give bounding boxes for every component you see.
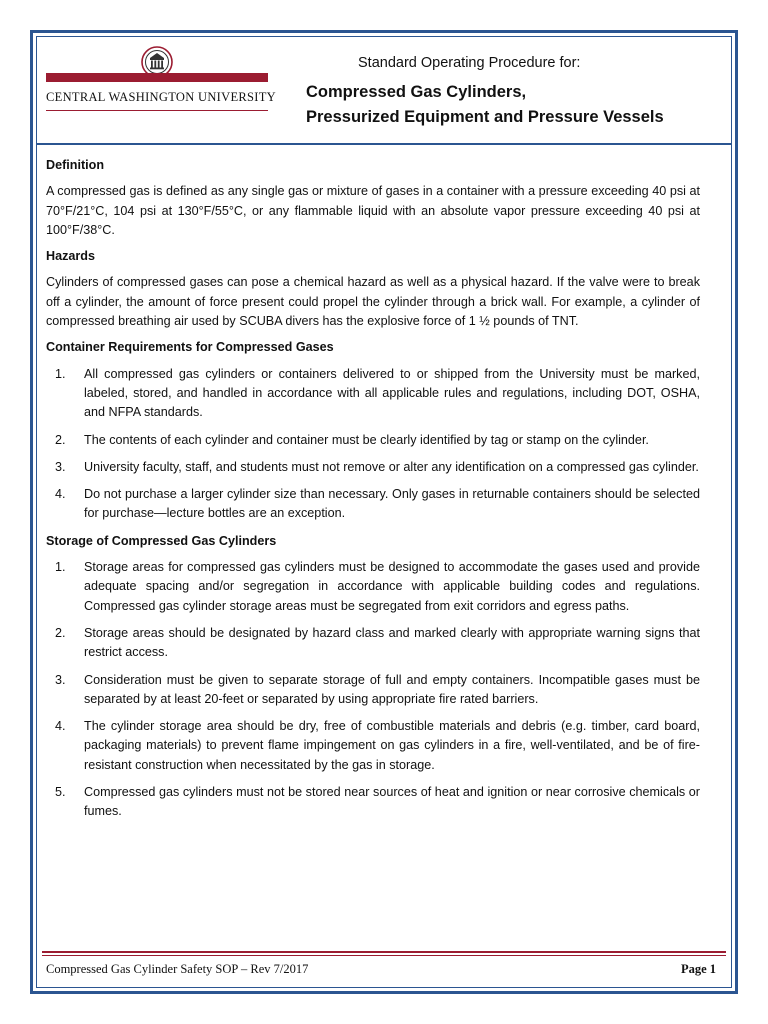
document-title — [306, 80, 664, 130]
definition-text: A compressed gas is defined as any single gas or mixture of gases in a container with a pressure exceeding 40 psi at 70°F/21°C, 104 psi at 130°F/55°C, or any flammable liquid with an absolute vapor pressure exceeding 40 psi at 100°F/38°C. — [46, 184, 700, 237]
logo-crimson-bar — [46, 73, 268, 82]
page-number: Page 1 — [680, 962, 716, 976]
list-item — [46, 671, 700, 710]
university-name: CENTRAL WASHINGTON UNIVERSITY — [46, 90, 276, 104]
definition-heading: Definition — [46, 158, 105, 172]
sop-label: Standard Operating Procedure for: — [358, 55, 581, 71]
footer-divider — [42, 951, 726, 953]
item-text: All compressed gas cylinders or containers delivered to or shipped from the University must be marked, labeled, stored, and handled in accordance with all applicable rules and regulations, including DOT, OSHA, and NFPA standards. — [84, 366, 700, 420]
list-item — [46, 717, 700, 775]
footer-document-id: Compressed Gas Cylinder Safety SOP – Rev 7/2017 — [46, 962, 309, 976]
item-text: Storage areas should be designated by hazard class and marked clearly with appropriate warning signs that restrict access. — [84, 625, 700, 660]
list-item — [46, 458, 700, 477]
list-item — [46, 558, 700, 616]
item-number: 2. — [55, 625, 66, 640]
item-number: 5. — [55, 785, 66, 800]
title-line-2: Pressurized Equipment and Pressure Vessels — [306, 108, 664, 126]
item-text: Do not purchase a larger cylinder size than necessary. Only gases in returnable containers should be selected for purchase—lecture bottles are an exception. — [84, 487, 700, 521]
footer-divider-thin — [42, 955, 726, 956]
item-text: Consideration must be given to separate storage of full and empty containers. Incompatible gases must be separated by at least 20-feet or separated by using appropriate fire rated barriers. — [84, 672, 700, 706]
item-number: 3. — [55, 459, 66, 474]
hazards-heading: Hazards — [46, 249, 95, 264]
storage-heading: Storage of Compressed Gas Cylinders — [46, 533, 277, 548]
list-item — [46, 365, 700, 423]
container-list — [46, 365, 700, 524]
item-number: 4. — [55, 487, 66, 502]
list-item — [46, 485, 700, 524]
university-logo — [46, 46, 276, 116]
header-divider — [37, 143, 731, 145]
item-text: University faculty, staff, and students must not remove or alter any identification on a compressed gas cylinder. — [84, 459, 699, 474]
item-number: 1. — [55, 366, 66, 381]
storage-list — [46, 558, 700, 822]
item-number: 4. — [55, 719, 66, 734]
title-line-1: Compressed Gas Cylinders, — [306, 83, 527, 101]
item-text: The contents of each cylinder and container must be clearly identified by tag or stamp on the cylinder. — [84, 432, 649, 447]
hazards-text: Cylinders of compressed gases can pose a chemical hazard as well as a physical hazard. If the valve were to break off a cylinder, the amount of force present could propel the cylinder through a brick wall. For example, a cylinder of compressed breathing air used by SCUBA divers has the explosive force of 1 ½ pounds of TNT. — [46, 275, 700, 329]
item-number: 2. — [55, 432, 66, 447]
document-body — [46, 156, 700, 830]
item-text: Compressed gas cylinders must not be stored near sources of heat and ignition or near corrosive chemicals or fumes. — [84, 785, 700, 819]
item-text: The cylinder storage area should be dry, free of combustible materials and debris (e.g. timber, card board, packaging materials) to prevent flame impingement on gas cylinders in a fire, well-ventilated, and be of fire-resistant construction when necessitated by the gas in storage. — [84, 719, 700, 772]
item-text: Storage areas for compressed gas cylinders must be designed to accommodate the gases used and provide adequate spacing and/or segregation in accordance with applicable building codes and regulations. Compressed gas cylinder storage areas must be segregated from exit corridors and egress paths. — [84, 560, 700, 613]
list-item — [46, 624, 700, 663]
item-number: 3. — [55, 672, 66, 687]
item-number: 1. — [55, 560, 66, 575]
logo-underline — [46, 110, 268, 111]
list-item — [46, 783, 700, 822]
container-heading: Container Requirements for Compressed Gases — [46, 340, 334, 355]
list-item — [46, 431, 700, 450]
